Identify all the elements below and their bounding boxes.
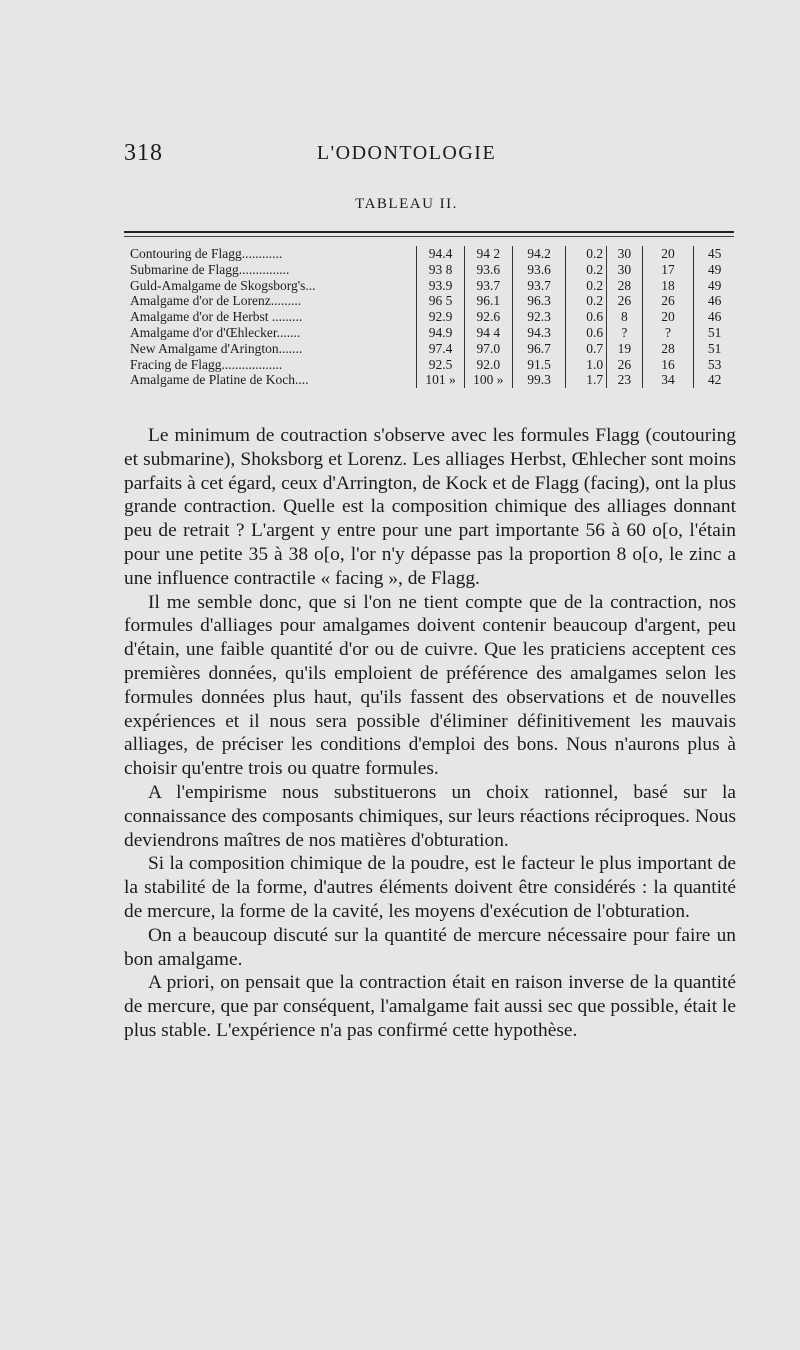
table-cell: 30 [607,246,643,262]
table-cell: 0.2 [566,246,607,262]
table-top-rule-thin [124,236,734,237]
table-row [130,341,735,357]
table-cell: 91.5 [512,357,566,373]
table-row-label: Amalgame d'or de Herbst ......... [130,309,303,325]
table-cell: 46 [694,293,735,309]
table-caption: TABLEAU II. [355,196,458,212]
table-cell: 99.3 [512,372,566,388]
table-row [130,262,735,278]
table-cell: 97.4 [417,341,465,357]
table-cell: 94.3 [512,325,566,341]
table-cell: 0.6 [566,325,607,341]
table-cell: 51 [694,341,735,357]
table-cell: 8 [607,309,643,325]
table-cell: 49 [694,262,735,278]
table-cell: 94.2 [512,246,566,262]
table-cell: ? [607,325,643,341]
table-cell: 45 [694,246,735,262]
table-cell: 0.7 [566,341,607,357]
table-cell: 42 [694,372,735,388]
table-cell: 92.3 [512,309,566,325]
table-row [130,357,735,373]
table-row-label: Submarine de Flagg............... [130,261,290,277]
table-cell: 0.2 [566,262,607,278]
table-cell: 26 [607,293,643,309]
data-table [130,246,735,388]
table-cell: 94.4 [417,246,465,262]
paragraph: Il me semble donc, que si l'on ne tient compte que de la contraction, nos formules d'alliages pour amalgames doivent contenir beaucoup d'argent, peu d'étain, une faible quantité d'or ou de cuivre. Que les praticiens acceptent ces premières données, qu'ils emploient de préférence des amalgames selon les formules données plus haut, qu'ils fassent des observations et de nouvelles expériences et il nous sera possible d'éliminer définitivement les mauvais alliages, de préciser les conditions d'emploi des bons. Nous n'aurons plus à choisir qu'entre trois ou quatre formules. [124,591,736,780]
paragraph: A l'empirisme nous substituerons un choix rationnel, basé sur la connaissance des composants chimiques, sur leurs réactions réciproques. Nous deviendrons maîtres de nos matières d'obturation. [124,781,736,851]
table-cell: 23 [607,372,643,388]
table-cell: 93 8 [417,262,465,278]
table-cell: 0.6 [566,309,607,325]
table-cell: 92.6 [464,309,512,325]
table-cell: 96 5 [417,293,465,309]
page-header [124,140,689,170]
table-row [130,325,735,341]
table-cell: 16 [642,357,694,373]
table-cell: 17 [642,262,694,278]
table-cell: 94 4 [464,325,512,341]
table-cell: 30 [607,262,643,278]
page-number: 318 [124,140,163,166]
table-row-label: Amalgame d'or d'Œhlecker....... [130,324,301,340]
table-cell: 96.1 [464,293,512,309]
table-cell: 101 » [417,372,465,388]
table-cell: 26 [642,293,694,309]
table-row [130,309,735,325]
table-cell: 94.9 [417,325,465,341]
table-row-label: New Amalgame d'Arington....... [130,340,303,356]
body-text [124,424,736,1043]
table-top-rule [124,231,734,233]
table-cell: 97.0 [464,341,512,357]
table-row-label: Contouring de Flagg............ [130,246,283,261]
table-cell: 92.9 [417,309,465,325]
table-cell: 26 [607,357,643,373]
running-head: L'ODONTOLOGIE [316,142,497,164]
table-cell: ? [642,325,694,341]
table-row-label: Amalgame d'or de Lorenz......... [130,293,302,309]
paragraph: A priori, on pensait que la contraction était en raison inverse de la quantité de mercure, que par conséquent, l'amalgame fait aussi sec que possible, était le plus stable. L'expérience n'a pas confirmé cette hypothèse. [124,972,736,1041]
table-row [130,293,735,309]
table-cell: 51 [694,325,735,341]
table-cell: 20 [642,309,694,325]
table-cell: 96.7 [512,341,566,357]
table-row [130,372,735,388]
table-cell: 93.6 [464,262,512,278]
table-cell: 96.3 [512,293,566,309]
table-cell: 93.6 [512,262,566,278]
table-cell: 46 [694,309,735,325]
table-cell: 94 2 [464,246,512,262]
table-cell: 18 [642,278,694,294]
table-cell: 92.5 [417,357,465,373]
table-cell: 93.9 [417,278,465,294]
table-cell: 0.2 [566,293,607,309]
table-cell: 20 [642,246,694,262]
table-row-label: Amalgame de Platine de Koch.... [130,372,309,388]
table-cell: 92.0 [464,357,512,373]
table-cell: 19 [607,341,643,357]
table-cell: 1.0 [566,357,607,373]
table-cell: 0.2 [566,278,607,294]
table-row-label: Fracing de Flagg.................. [130,356,283,372]
paragraph: Si la composition chimique de la poudre, est le facteur le plus important de la stabilité de la forme, d'autres éléments doivent être considérés : la quantité de mercure, la forme de la cavité, les moyens d'exécution de l'obturation. [124,853,736,922]
table-row [130,278,735,294]
table-cell: 49 [694,278,735,294]
table-cell: 1.7 [566,372,607,388]
table-cell: 93.7 [464,278,512,294]
table-cell: 100 » [464,372,512,388]
paragraph: Le minimum de coutraction s'observe avec les formules Flagg (coutouring et submarine), Shoksborg et Lorenz. Les alliages Herbst, Œhlecher sont moins parfaits à cet égard, ceux d'Arrington, de Kock et de Flagg (facing), ont la plus grande contraction. Quelle est la composition chimique des alliages donnant peu de retrait ? L'argent y entre pour une part importante 56 à 60 o[o, l'étain pour une petite 35 à 38 o[o, l'or n'y dépasse pas la proportion 8 o[o, le zinc a une influence contractile « facing », de Flagg. [124,425,736,589]
table-cell: 53 [694,357,735,373]
table-cell: 28 [607,278,643,294]
paragraph: On a beaucoup discuté sur la quantité de mercure nécessaire pour faire un bon amalgame. [124,924,736,970]
table-cell: 93.7 [512,278,566,294]
table-cell: 28 [642,341,694,357]
table-row-label: Guld-Amalgame de Skogsborg's... [130,277,316,293]
table-row [130,246,735,262]
table-cell: 34 [642,372,694,388]
